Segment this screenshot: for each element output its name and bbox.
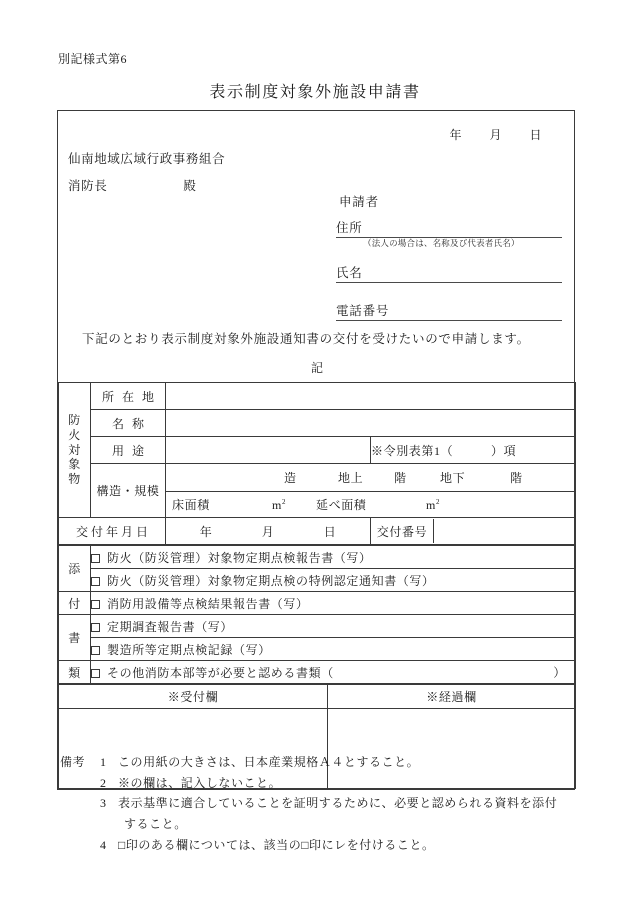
remarks-section	[60, 752, 557, 855]
floor-area-cell[interactable]	[166, 492, 576, 518]
floor-area-unit: $m^2$	[272, 498, 287, 512]
form-number: 別記様式第6	[58, 52, 128, 66]
applicant-label: 申請者	[339, 195, 379, 209]
applicant-name-field[interactable]	[336, 263, 562, 283]
attachment-item[interactable]: 定期調査報告書（写）	[91, 615, 576, 638]
attachments-vertical-label-4: 類	[59, 661, 91, 684]
table-row-use	[59, 437, 576, 464]
date-month-label: 月	[489, 128, 503, 142]
progress-column-label: ※経過欄	[328, 685, 576, 709]
checkbox-icon[interactable]	[91, 554, 100, 563]
total-area-label: 延べ面積	[316, 498, 367, 512]
ki-mark: 記	[310, 361, 323, 375]
attachments-vertical-label-1: 添	[59, 546, 91, 592]
use-label: 用途	[91, 437, 166, 464]
applicant-address-field[interactable]	[336, 218, 562, 238]
floors-above-unit: 階	[394, 471, 407, 485]
structure-label: 構造・規模	[91, 464, 166, 518]
issue-date-label: 交付年月日	[59, 518, 166, 545]
addressee-block	[68, 149, 225, 194]
attachment-item[interactable]: 消防用設備等点検結果報告書（写）	[91, 592, 576, 615]
issue-number-label: 交付番号	[371, 519, 434, 543]
checkbox-icon[interactable]	[91, 669, 100, 678]
remarks-item: 4 □印のある欄については、該当の□印にレを付けること。	[100, 837, 435, 852]
issue-number-group	[371, 518, 576, 545]
address-note: （法人の場合は、名称及び代表者氏名）	[363, 238, 520, 248]
attachments-vertical-label-3: 書	[59, 615, 91, 661]
remarks-item: 3 表示基準に適合していることを証明するために、必要と認められる資料を添付 すること。	[100, 796, 558, 831]
issue-year-label: 年	[199, 524, 213, 539]
attachment-item[interactable]: 防火（防災管理）対象物定期点検報告書（写）	[91, 546, 576, 569]
attachment-row-1	[59, 546, 576, 569]
use-value-cell[interactable]	[166, 437, 371, 464]
attachment-row-4	[59, 615, 576, 638]
table-row-issue	[59, 518, 576, 545]
attachment-row-3	[59, 592, 576, 615]
issue-month-label: 月	[261, 524, 275, 539]
checkbox-icon[interactable]	[91, 577, 100, 586]
remarks-item: 2 ※の欄は、記入しないこと。	[100, 775, 282, 790]
location-label: 所在地	[91, 383, 166, 410]
attachment-item[interactable]: 製造所等定期点検記録（写）	[91, 638, 576, 661]
form-detail-table	[58, 382, 576, 545]
submission-date-line	[436, 126, 556, 143]
attachments-vertical-label-2: 付	[59, 592, 91, 615]
attachment-row-5	[59, 638, 576, 661]
checkbox-icon[interactable]	[91, 646, 100, 655]
application-form-frame	[57, 110, 575, 790]
issue-date-value-cell[interactable]	[166, 518, 371, 545]
attachments-table	[58, 545, 576, 684]
appendix-table-reference[interactable]: ※令別表第1（ ）項	[371, 437, 576, 464]
reception-column-label: ※受付欄	[59, 685, 328, 709]
checkbox-icon[interactable]	[91, 623, 100, 632]
issue-day-label: 日	[323, 524, 337, 539]
floors-below-label: 地下	[440, 471, 466, 485]
addressee-organization: 仙南地域広域行政事務組合	[68, 152, 226, 166]
office-use-header-row	[59, 685, 576, 709]
location-value-cell[interactable]	[166, 383, 576, 410]
floor-area-label: 床面積	[172, 498, 210, 512]
honorific: 殿	[183, 179, 197, 193]
addressee-chief	[68, 176, 225, 194]
remarks-item: 1 この用紙の大きさは、日本産業規格Ａ４とすること。	[100, 755, 420, 769]
form-upper-section	[58, 111, 574, 382]
applicant-tel-field[interactable]	[336, 301, 562, 321]
attachment-item[interactable]: 防火（防災管理）対象物定期点検の特例認定通知書（写）	[91, 569, 576, 592]
other-close-paren: ）	[553, 665, 566, 680]
building-name-value-cell[interactable]	[166, 410, 576, 437]
total-area-unit: $m^2$	[426, 498, 441, 512]
checkbox-icon[interactable]	[91, 600, 100, 609]
building-vertical-label: 防 火 対 象 物	[59, 383, 91, 518]
attachment-row-6	[59, 661, 576, 684]
remarks-title: 備考	[60, 755, 86, 769]
remarks-list	[60, 752, 557, 855]
address-label: 住所	[336, 221, 363, 235]
name-label: 氏名	[336, 266, 363, 280]
chief-title: 消防長	[68, 179, 108, 193]
date-day-label: 日	[529, 128, 543, 142]
tel-label: 電話番号	[336, 304, 390, 318]
floors-above-label: 地上	[338, 471, 364, 485]
table-row-structure	[59, 464, 576, 492]
building-name-label: 名称	[91, 410, 166, 437]
request-sentence: 下記のとおり表示制度対象外施設通知書の交付を受けたいので申請します。	[82, 332, 530, 346]
page-title: 表示制度対象外施設申請書	[209, 84, 421, 101]
table-row-location	[59, 383, 576, 410]
structure-scale-cell[interactable]	[166, 464, 576, 492]
structure-zou-label: 造	[284, 471, 297, 485]
date-year-label: 年	[449, 128, 463, 142]
attachment-item-other[interactable]: その他消防本部等が必要と認める書類（ ）	[91, 661, 576, 684]
attachment-row-2	[59, 569, 576, 592]
table-row-name	[59, 410, 576, 437]
issue-number-value-cell[interactable]	[434, 519, 576, 543]
floors-below-unit: 階	[510, 471, 523, 485]
